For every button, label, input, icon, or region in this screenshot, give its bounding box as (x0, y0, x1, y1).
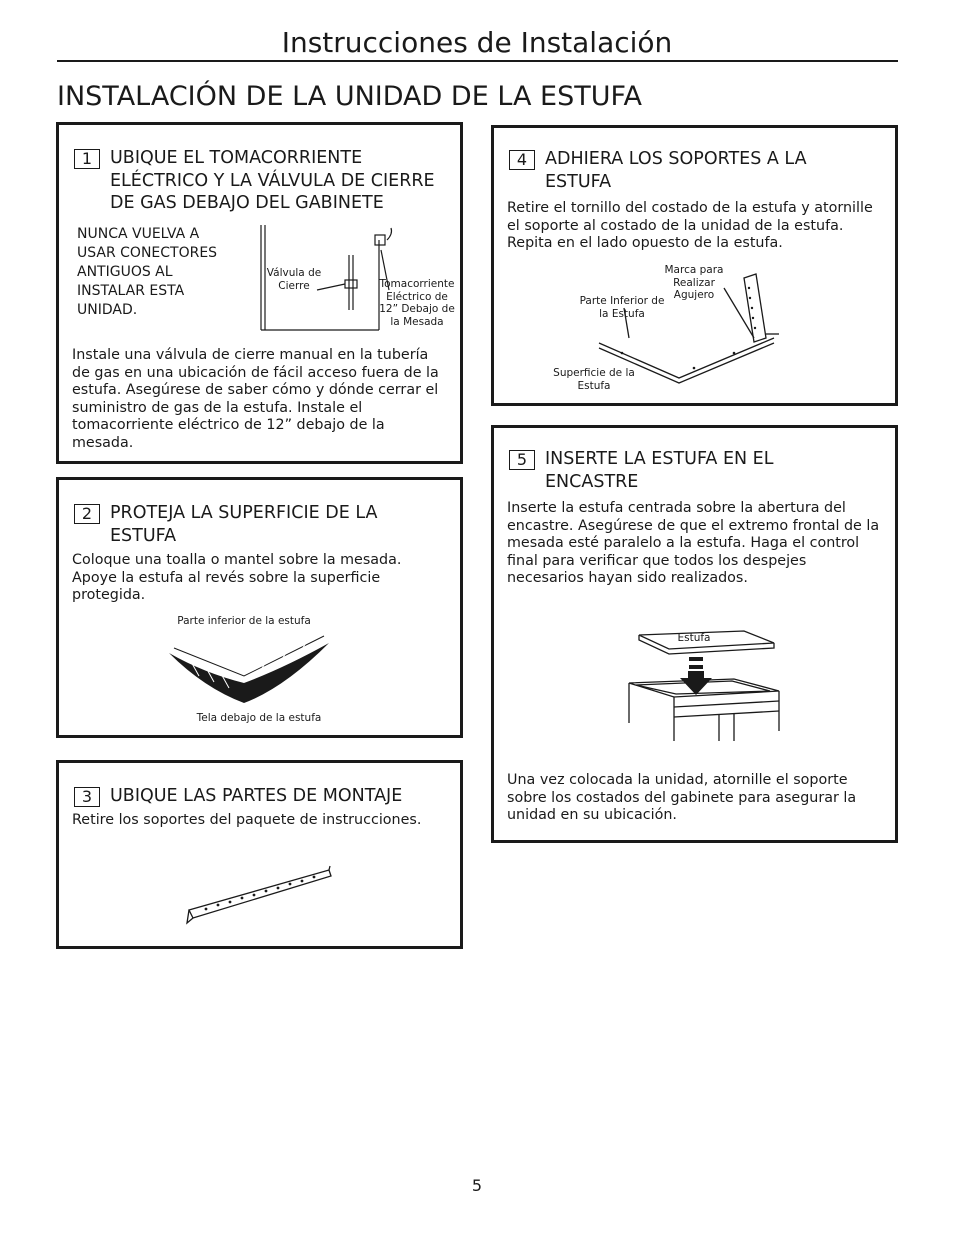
step-3-title: UBIQUE LAS PARTES DE MONTAJE (110, 786, 403, 806)
page-number: 5 (471, 1176, 483, 1195)
stove-on-cloth-diagram (164, 628, 334, 708)
step-2-title: PROTEJA LA SUPERFICIE DE LA ESTUFA (110, 503, 378, 546)
cooktop-label: Estufa (677, 632, 711, 644)
step-4-body: Retire el tornillo del costado de la estufa y atornille el soporte al costado de la unidad de la estufa. Repita en el lado opuesto de la estufa. (507, 200, 873, 251)
step-2-number: 2 (74, 504, 100, 524)
step-1-number: 1 (74, 149, 100, 169)
step-2-box (56, 477, 463, 738)
stove-bottom-label-4: Parte Inferior de la Estufa (579, 295, 665, 320)
header-rule (57, 60, 898, 62)
step-5-number: 5 (509, 450, 535, 470)
stove-surface-label: Superficie de la Estufa (553, 367, 635, 392)
drill-mark-label: Marca para Realizar Agujero (664, 264, 724, 301)
insert-cooktop-diagram (624, 623, 784, 743)
step-4-box (491, 125, 898, 406)
step-2-body: Coloque una toalla o mantel sobre la mesada. Apoye la estufa al revés sobre la superficie protegida. (72, 552, 402, 603)
section-title: INSTALACIÓN DE LA UNIDAD DE LA ESTUFA (57, 81, 643, 112)
step-4-number: 4 (509, 150, 535, 170)
step-1-box (56, 122, 463, 464)
step-1-warning: NUNCA VUELVA A USAR CONECTORES ANTIGUOS AL INSTALAR ESTA UNIDAD. (77, 226, 218, 318)
outlet-label: Tomacorriente Eléctrico de 12” Debajo de la Mesada (379, 278, 455, 328)
step-5-box (491, 425, 898, 843)
mounting-bracket-diagram (184, 868, 334, 928)
step-5-title: INSERTE LA ESTUFA EN EL ENCASTRE (545, 449, 774, 492)
step-5-body: Inserte la estufa centrada sobre la abertura del encastre. Asegúrese de que el extremo frontal de la mesada esté paralelo a la estufa. Haga el control final para verificar que todos los despejes necesarios hayan sido realizados. (507, 500, 880, 586)
stove-bottom-label: Parte inferior de la estufa (177, 615, 311, 627)
step-1-body: Instale una válvula de cierre manual en la tubería de gas en una ubicación de fácil acceso fuera de la estufa. Asegúrese de saber cómo y dónde cerrar el suministro de gas de la estufa. Instale el tomacorriente eléctrico de 12” debajo de la mesada. (72, 347, 439, 451)
step-3-number: 3 (74, 787, 100, 807)
step-3-body: Retire los soportes del paquete de instrucciones. (72, 812, 422, 828)
cloth-label: Tela debajo de la estufa (196, 712, 322, 724)
valve-label: Válvula de Cierre (266, 267, 322, 292)
step-1-title: UBIQUE EL TOMACORRIENTE ELÉCTRICO Y LA VÁLVULA DE CIERRE DE GAS DEBAJO DEL GABINETE (110, 148, 435, 213)
step-5-body-final: Una vez colocada la unidad, atornille el soporte sobre los costados del gabinete para asegurar la unidad en su ubicación. (507, 772, 857, 823)
page-header-title: Instrucciones de Instalación (281, 26, 673, 59)
step-4-title: ADHIERA LOS SOPORTES A LA ESTUFA (545, 149, 807, 192)
step-3-box (56, 760, 463, 949)
